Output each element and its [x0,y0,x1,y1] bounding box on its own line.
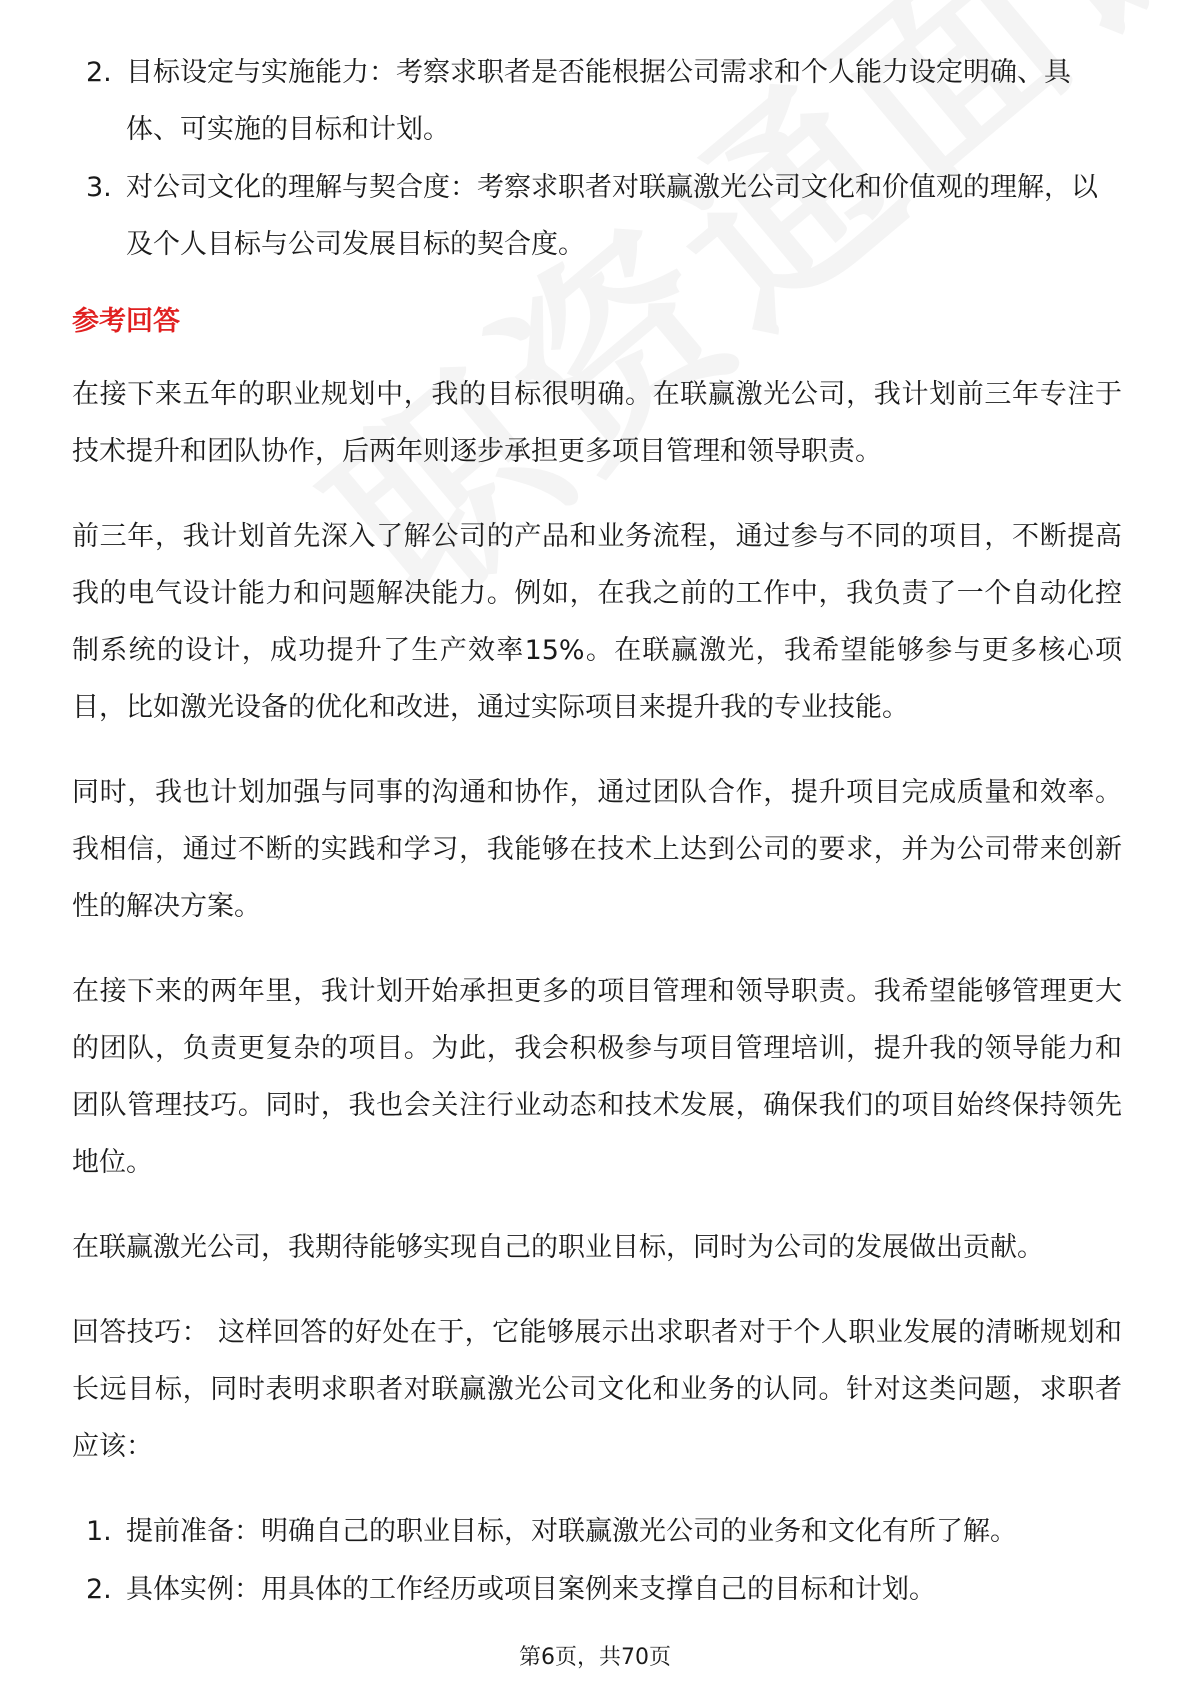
paragraph: 在接下来的两年里，我计划开始承担更多的项目管理和领导职责。我希望能够管理更大的团队，负责更复杂的项目。为此，我会积极参与项目管理培训，提升我的领导能力和团队管理技巧。同时，我也会关注行业动态和技术发展，确保我们的项目始终保持领先地位。 [72,976,1122,1178]
paragraph: 前三年，我计划首先深入了解公司的产品和业务流程，通过参与不同的项目，不断提高我的电气设计能力和问题解决能力。例如，在我之前的工作中，我负责了一个自动化控制系统的设计，成功提升了生产效率15%。在联赢激光，我希望能够参与更多核心项目，比如激光设备的优化和改进，通过实际项目来提升我的专业技能。 [72,521,1122,723]
paragraph: 在联赢激光公司，我期待能够实现自己的职业目标，同时为公司的发展做出贡献。 [72,1232,1044,1263]
list-item-number: 2. [86,57,112,88]
list-item-number: 2. [86,1574,112,1605]
list-item [72,159,1122,273]
list-item-text: 具体实例：用具体的工作经历或项目案例来支撑自己的目标和计划。 [126,1574,936,1605]
page-footer: 第6页，共70页 [519,1645,671,1670]
paragraph: 同时，我也计划加强与同事的沟通和协作，通过团队合作，提升项目完成质量和效率。我相信，通过不断的实践和学习，我能够在技术上达到公司的要求，并为公司带来创新性的解决方案。 [72,777,1122,922]
criteria-list [72,44,1122,273]
paragraph: 在接下来五年的职业规划中，我的目标很明确。在联赢激光公司，我计划前三年专注于技术提升和团队协作，后两年则逐步承担更多项目管理和领导职责。 [72,379,1122,467]
page-content [72,44,1122,1619]
list-item-text: 提前准备：明确自己的职业目标，对联赢激光公司的业务和文化有所了解。 [126,1516,1017,1547]
list-item [72,1561,1122,1618]
list-item-text: 对公司文化的理解与契合度：考察求职者对联赢激光公司文化和价值观的理解，以及个人目标与公司发展目标的契合度。 [126,172,1098,260]
list-item-text: 目标设定与实施能力：考察求职者是否能根据公司需求和个人能力设定明确、具体、可实施的目标和计划。 [126,57,1071,145]
list-item-number: 3. [86,172,112,203]
list-item-number: 1. [86,1516,112,1547]
paragraph: 回答技巧： 这样回答的好处在于，它能够展示出求职者对于个人职业发展的清晰规划和长远目标，同时表明求职者对联赢激光公司文化和业务的认同。针对这类问题，求职者应该： [72,1317,1122,1462]
list-item [72,1503,1122,1560]
tips-list [72,1503,1122,1618]
section-heading: 参考回答 [72,306,180,337]
list-item [72,44,1122,158]
